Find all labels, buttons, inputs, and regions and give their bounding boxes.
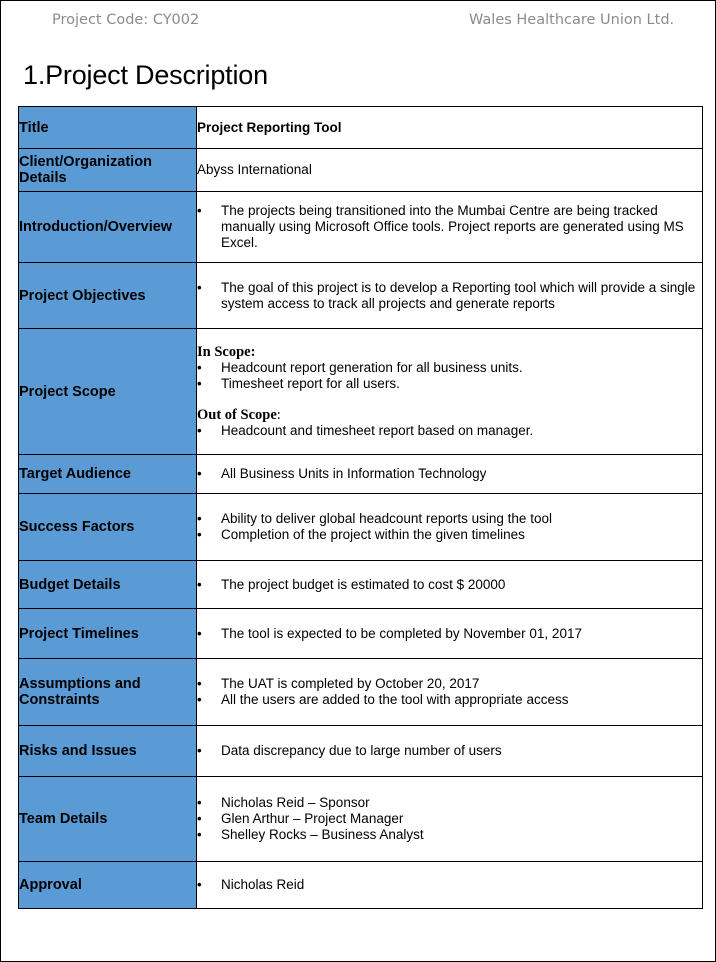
list-item: • Headcount and timesheet report based on manager. xyxy=(197,423,702,439)
value-timelines xyxy=(197,609,703,659)
label-risks: Risks and Issues xyxy=(19,726,197,777)
label-target-audience: Target Audience xyxy=(19,455,197,494)
label-introduction: Introduction/Overview xyxy=(19,192,197,263)
value-team xyxy=(197,777,703,862)
list-item: • All Business Units in Information Technology xyxy=(197,466,702,482)
list-item: • The projects being transitioned into the Mumbai Centre are being tracked manually using Microsoft Office tools. Project reports are generated using MS Excel. xyxy=(197,203,702,251)
list-item: • The UAT is completed by October 20, 2017 xyxy=(197,676,702,692)
list-item: • The project budget is estimated to cost $ 20000 xyxy=(197,577,702,593)
value-introduction xyxy=(197,192,703,263)
value-risks xyxy=(197,726,703,777)
value-assumptions xyxy=(197,659,703,726)
row-scope xyxy=(19,329,703,455)
list-item: • Nicholas Reid xyxy=(197,877,702,893)
list-item: • The tool is expected to be completed by November 01, 2017 xyxy=(197,626,702,642)
value-objectives xyxy=(197,263,703,329)
list-item: • Ability to deliver global headcount reports using the tool xyxy=(197,511,702,527)
value-budget xyxy=(197,561,703,609)
row-introduction xyxy=(19,192,703,263)
out-of-scope-heading: Out of Scope: xyxy=(197,407,281,423)
label-timelines: Project Timelines xyxy=(19,609,197,659)
value-scope xyxy=(197,329,703,455)
list-item: • Nicholas Reid – Sponsor xyxy=(197,795,702,811)
value-target-audience xyxy=(197,455,703,494)
organization-name: Wales Healthcare Union Ltd. xyxy=(469,12,675,28)
label-budget: Budget Details xyxy=(19,561,197,609)
value-title: Project Reporting Tool xyxy=(197,107,703,149)
value-client: Abyss International xyxy=(197,149,703,192)
label-assumptions: Assumptions and Constraints xyxy=(19,659,197,726)
list-item: • Completion of the project within the given timelines xyxy=(197,527,702,543)
row-team xyxy=(19,777,703,862)
project-code: Project Code: CY002 xyxy=(52,12,200,28)
label-client: Client/Organization Details xyxy=(19,149,197,192)
row-timelines xyxy=(19,609,703,659)
label-approval: Approval xyxy=(19,862,197,909)
value-success-factors xyxy=(197,494,703,561)
project-description-table xyxy=(18,106,703,909)
label-title: Title xyxy=(19,107,197,149)
list-item: • All the users are added to the tool with appropriate access xyxy=(197,692,702,708)
list-item: • Shelley Rocks – Business Analyst xyxy=(197,827,702,843)
list-item: • The goal of this project is to develop a Reporting tool which will provide a single system access to track all projects and generate reports xyxy=(197,280,702,312)
row-title xyxy=(19,107,703,149)
label-success-factors: Success Factors xyxy=(19,494,197,561)
section-title: 1.Project Description xyxy=(23,60,268,90)
list-item: • Data discrepancy due to large number of users xyxy=(197,743,702,759)
row-assumptions xyxy=(19,659,703,726)
label-objectives: Project Objectives xyxy=(19,263,197,329)
in-scope-heading: In Scope: xyxy=(197,344,256,360)
value-approval xyxy=(197,862,703,909)
list-item: • Headcount report generation for all business units. xyxy=(197,360,702,376)
label-scope: Project Scope xyxy=(19,329,197,455)
row-client xyxy=(19,149,703,192)
row-budget xyxy=(19,561,703,609)
row-target-audience xyxy=(19,455,703,494)
row-approval xyxy=(19,862,703,909)
row-risks xyxy=(19,726,703,777)
list-item: • Glen Arthur – Project Manager xyxy=(197,811,702,827)
row-objectives xyxy=(19,263,703,329)
list-item: • Timesheet report for all users. xyxy=(197,376,702,392)
label-team: Team Details xyxy=(19,777,197,862)
row-success-factors xyxy=(19,494,703,561)
